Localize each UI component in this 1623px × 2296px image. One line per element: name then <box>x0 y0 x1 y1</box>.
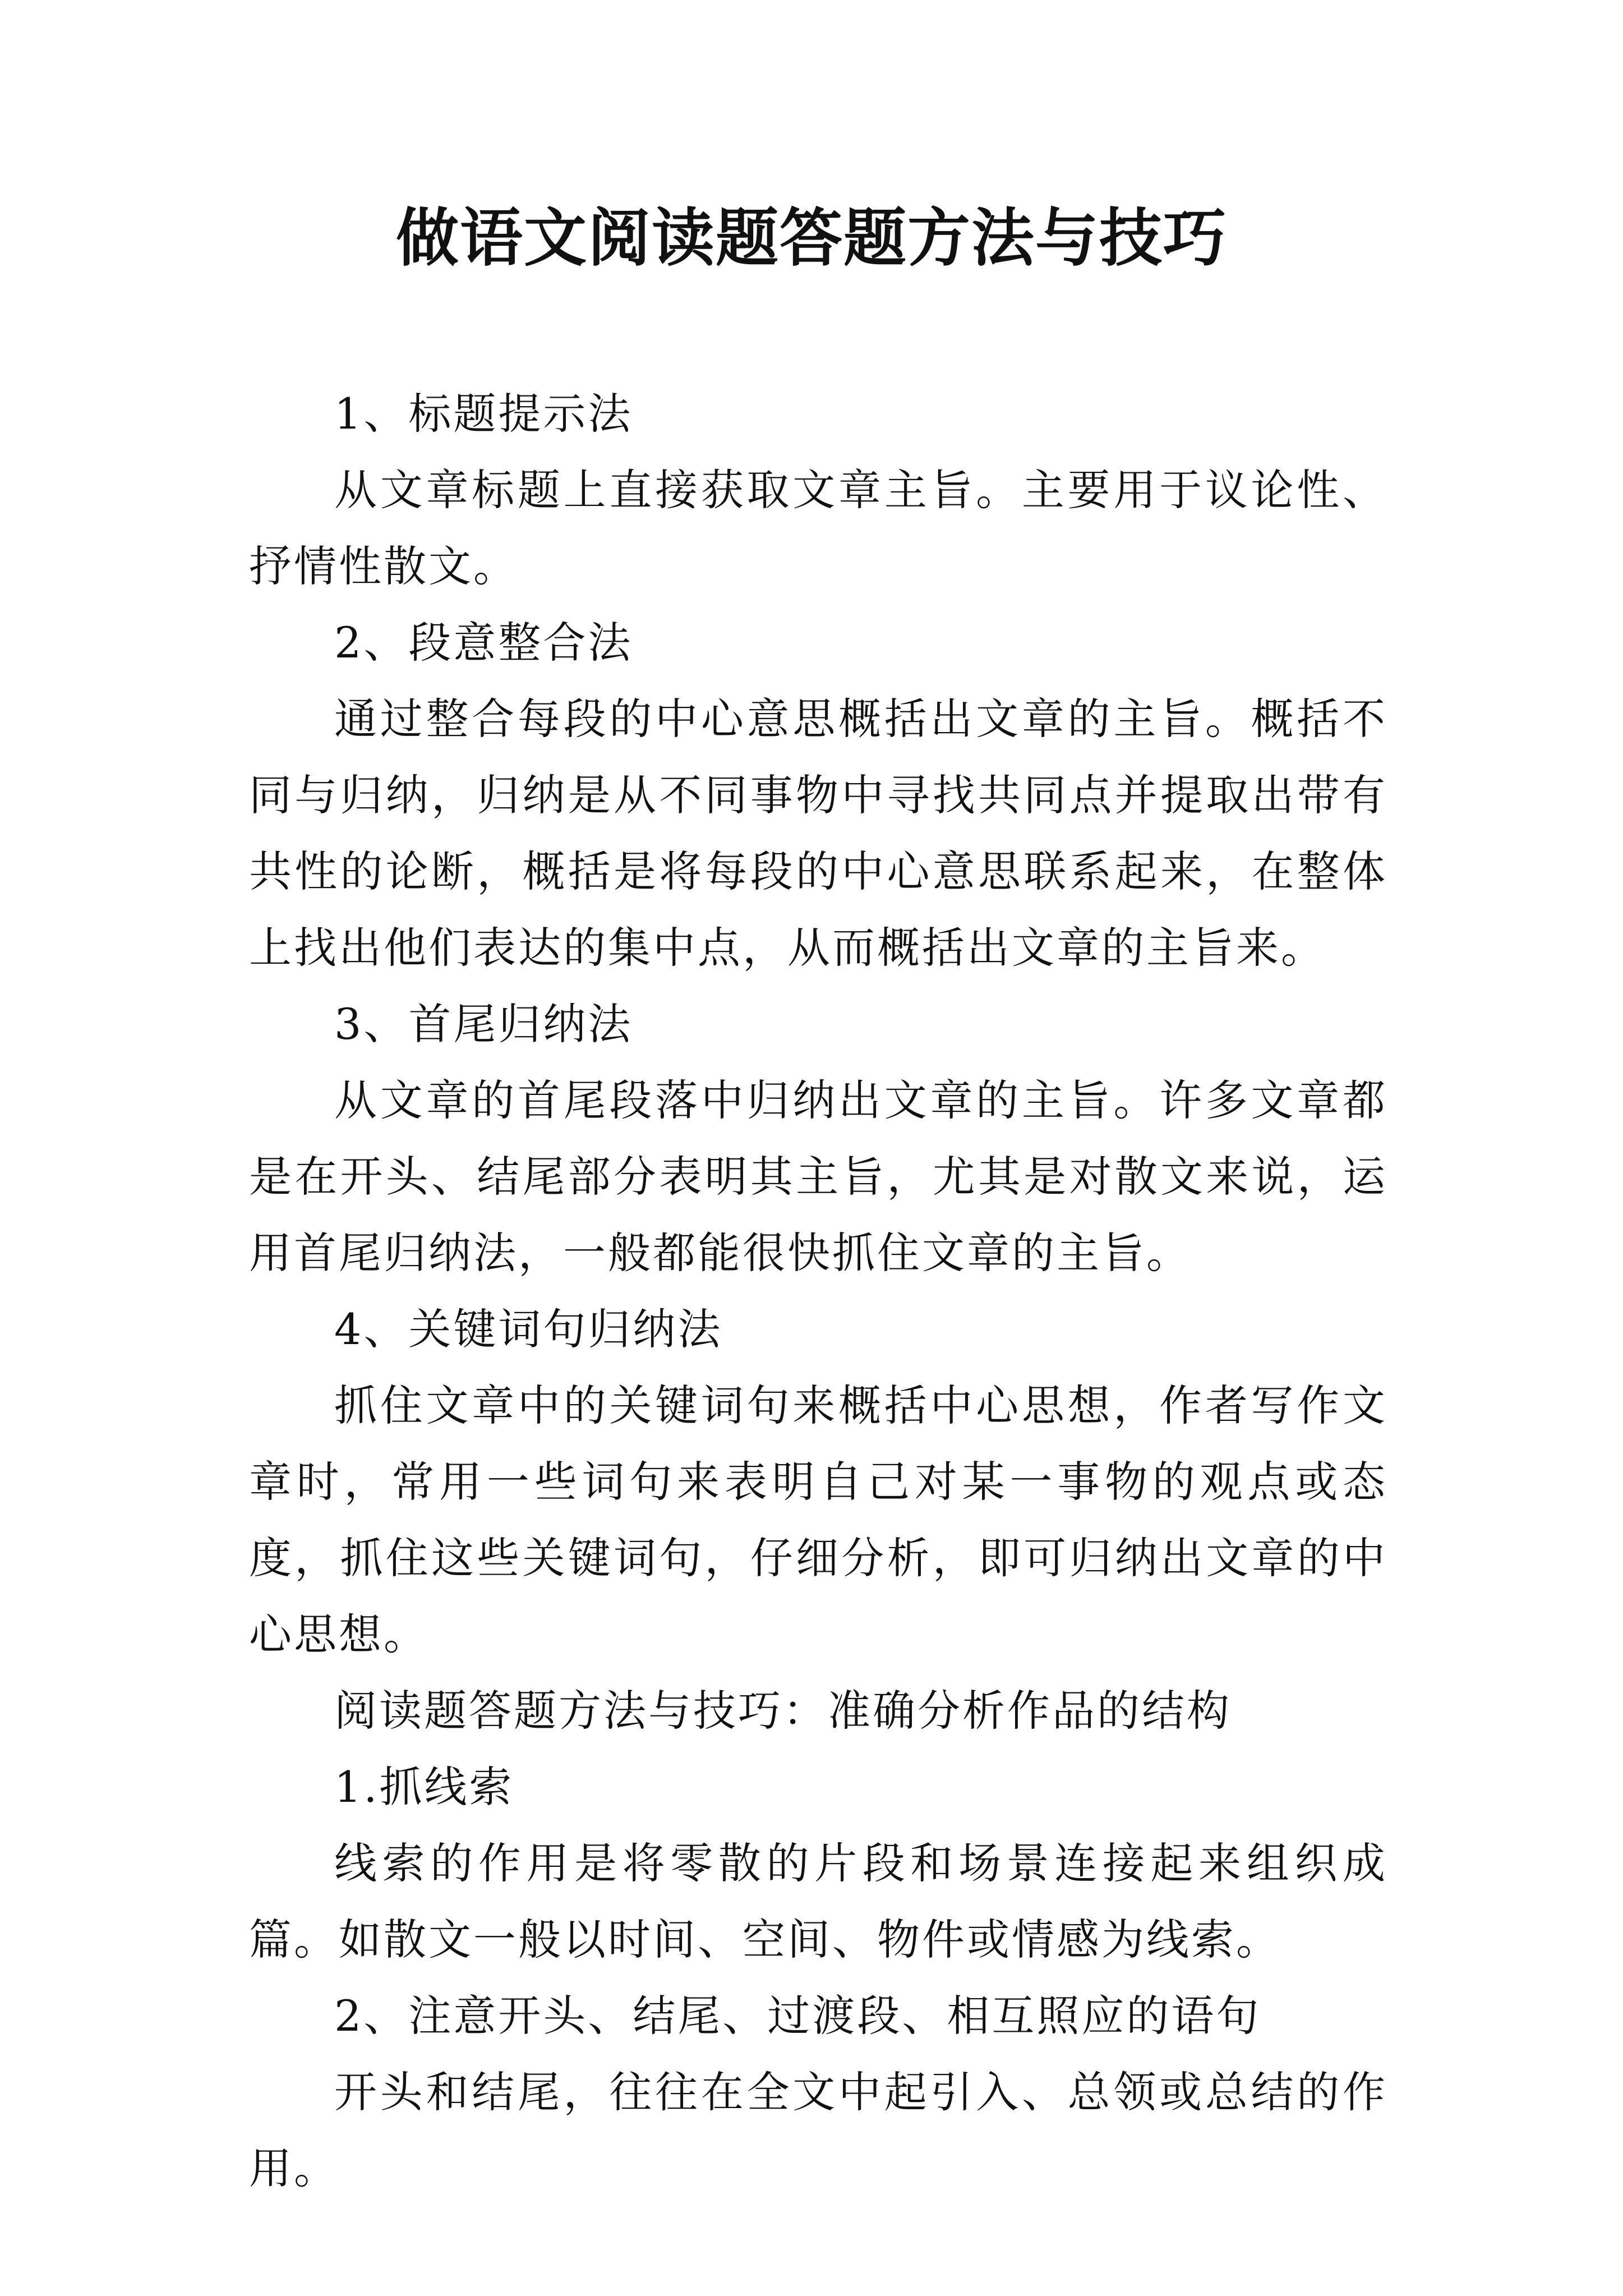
structure-intro-heading: 阅读题答题方法与技巧：准确分析作品的结构 <box>334 1686 1232 1736</box>
section-heading-key-sentences: 4、关键词句归纳法 <box>334 1304 723 1354</box>
section-body-head-tail: 从文章的首尾段落中归纳出文章的主旨。许多文章都是在开头、结尾部分表明其主旨，尤其是对散文来说，运用首尾归纳法，一般都能很快抓住文章的主旨。 <box>249 1075 1387 1278</box>
section-body-paragraph-integration: 通过整合每段的中心意思概括出文章的主旨。概括不同与归纳，归纳是从不同事物中寻找共同点并提取出带有共性的论断，概括是将每段的中心意思联系起来，在整体上找出他们表达的集中点，从而概括出文章的主旨来。 <box>249 694 1387 973</box>
structure-heading-opening-ending: 2、注意开头、结尾、过渡段、相互照应的语句 <box>334 1991 1261 2041</box>
section-heading-head-tail: 3、首尾归纳法 <box>334 999 633 1049</box>
section-heading-paragraph-integration: 2、段意整合法 <box>334 618 633 668</box>
structure-body-opening-ending: 开头和结尾，往往在全文中起引入、总领或总结的作用。 <box>249 2067 1387 2193</box>
section-heading-title-hint: 1、标题提示法 <box>334 389 633 439</box>
structure-heading-clue: 1.抓线索 <box>334 1762 514 1812</box>
structure-body-clue: 线索的作用是将零散的片段和场景连接起来组织成篇。如散文一般以时间、空间、物件或情感为线索。 <box>249 1838 1387 1964</box>
section-body-key-sentences: 抓住文章中的关键词句来概括中心思想，作者写作文章时，常用一些词句来表明自己对某一事物的观点或态度，抓住这些关键词句，仔细分析，即可归纳出文章的中心思想。 <box>249 1381 1387 1659</box>
document-title: 做语文阅读题答题方法与技巧 <box>396 201 1227 275</box>
document-body <box>249 376 1387 2207</box>
section-body-title-hint: 从文章标题上直接获取文章主旨。主要用于议论性、抒情性散文。 <box>249 465 1387 591</box>
